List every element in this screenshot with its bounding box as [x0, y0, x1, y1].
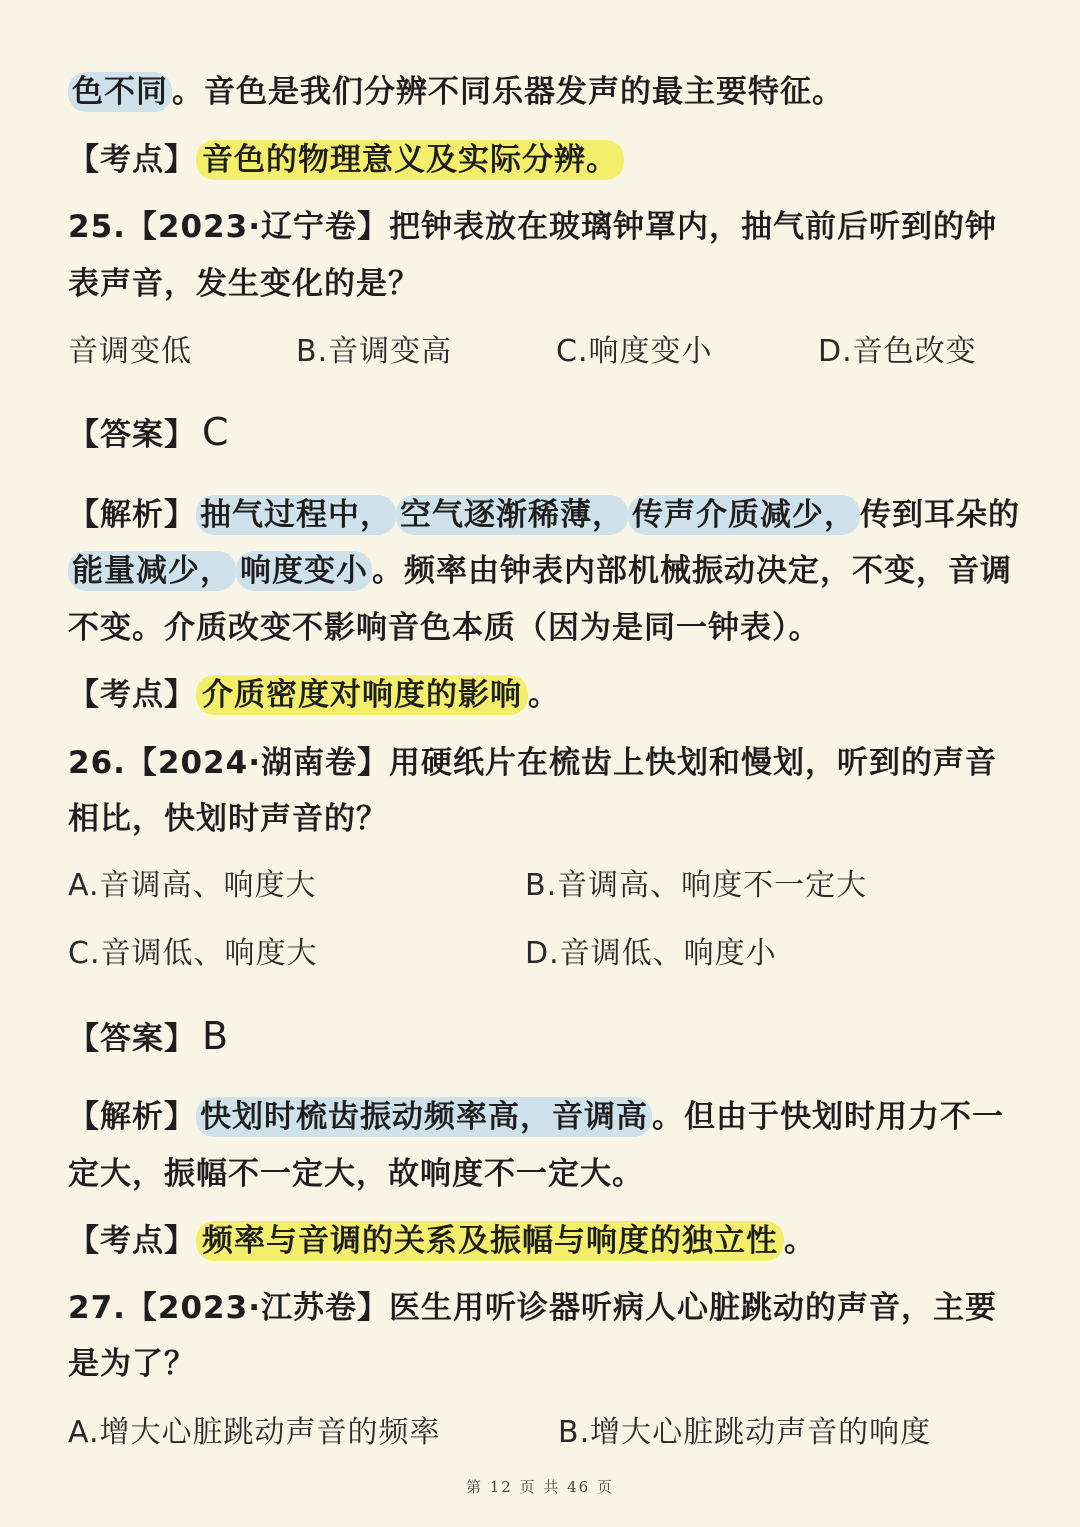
q25-stem-1: 25.【2023·辽宁卷】把钟表放在玻璃钟罩内，抽气前后听到的钟 — [68, 209, 997, 245]
kaodian-label: 【考点】 — [68, 1223, 196, 1259]
kaodian-text: 频率与音调的关系及振幅与响度的独立性 — [196, 1221, 784, 1261]
jiexi-label: 【解析】 — [68, 497, 196, 533]
q25-jiexi-2 — [68, 549, 1012, 593]
q26-jiexi-1 — [68, 1095, 1004, 1139]
q26-stem-2: 相比，快划时声音的？ — [68, 801, 388, 837]
kaodian-label: 【考点】 — [68, 142, 196, 178]
q25-answer — [68, 410, 230, 454]
q26-stem-1: 26.【2024·湖南卷】用硬纸片在梳齿上快划和慢划，听到的声音 — [68, 745, 997, 781]
highlight: 响度变小 — [236, 551, 372, 591]
answer-value: B — [202, 1014, 230, 1058]
intro-kaodian — [68, 138, 624, 182]
q25-option-d: D.音色改变 — [818, 334, 977, 369]
q27-stem-2: 是为了？ — [68, 1346, 196, 1382]
q25-option-c: C.响度变小 — [556, 334, 713, 369]
q25-option-a: 音调变低 — [68, 334, 192, 369]
q26-option-c: C.音调低、响度大 — [68, 936, 318, 971]
answer-value: C — [202, 410, 230, 454]
intro-text: 。音色是我们分辨不同乐器发声的最主要特征。 — [172, 74, 844, 110]
kaodian-end: 。 — [784, 1223, 816, 1259]
q27-stem-1: 27.【2023·江苏卷】医生用听诊器听病人心脏跳动的声音，主要 — [68, 1290, 997, 1326]
intro-line — [68, 70, 844, 114]
answer-label: 【答案】 — [68, 417, 196, 453]
q25-stem-2: 表声音，发生变化的是？ — [68, 266, 420, 302]
q26-option-b: B.音调高、响度不一定大 — [525, 868, 868, 903]
jiexi-text: 。频率由钟表内部机械振动决定，不变，音调 — [372, 553, 1012, 589]
jiexi-label: 【解析】 — [68, 1099, 196, 1135]
q26-jiexi-2: 定大，振幅不一定大，故响度不一定大。 — [68, 1156, 644, 1192]
kaodian-text: 介质密度对响度的影响 — [196, 675, 528, 715]
kaodian-text: 音色的物理意义及实际分辨。 — [196, 140, 624, 180]
highlight: 抽气过程中， — [196, 495, 396, 535]
answer-label: 【答案】 — [68, 1021, 196, 1057]
jiexi-text: 。但由于快划时用力不一 — [652, 1099, 1004, 1135]
jiexi-text: 传到耳朵的 — [860, 497, 1020, 533]
q27-option-a: A.增大心脏跳动声音的频率 — [68, 1415, 441, 1450]
highlight: 空气逐渐稀薄， — [396, 495, 628, 535]
highlight: 色不同 — [68, 72, 172, 112]
kaodian-end: 。 — [528, 677, 560, 713]
q25-option-b: B.音调变高 — [296, 334, 453, 369]
q26-option-a: A.音调高、响度大 — [68, 868, 317, 903]
q27-option-b: B.增大心脏跳动声音的响度 — [558, 1415, 932, 1450]
highlight: 快划时梳齿振动频率高，音调高 — [196, 1097, 652, 1137]
q26-kaodian — [68, 1219, 816, 1263]
q26-option-d: D.音调低、响度小 — [525, 936, 777, 971]
q25-jiexi-3: 不变。介质改变不影响音色本质（因为是同一钟表）。 — [68, 610, 821, 646]
q25-kaodian — [68, 673, 560, 717]
highlight: 能量减少， — [68, 551, 236, 591]
highlight: 传声介质减少， — [628, 495, 860, 535]
q25-jiexi-1 — [68, 493, 1020, 537]
page-footer: 第 12 页 共 46 页 — [465, 1478, 614, 1496]
q26-answer — [68, 1014, 229, 1058]
kaodian-label: 【考点】 — [68, 677, 196, 713]
